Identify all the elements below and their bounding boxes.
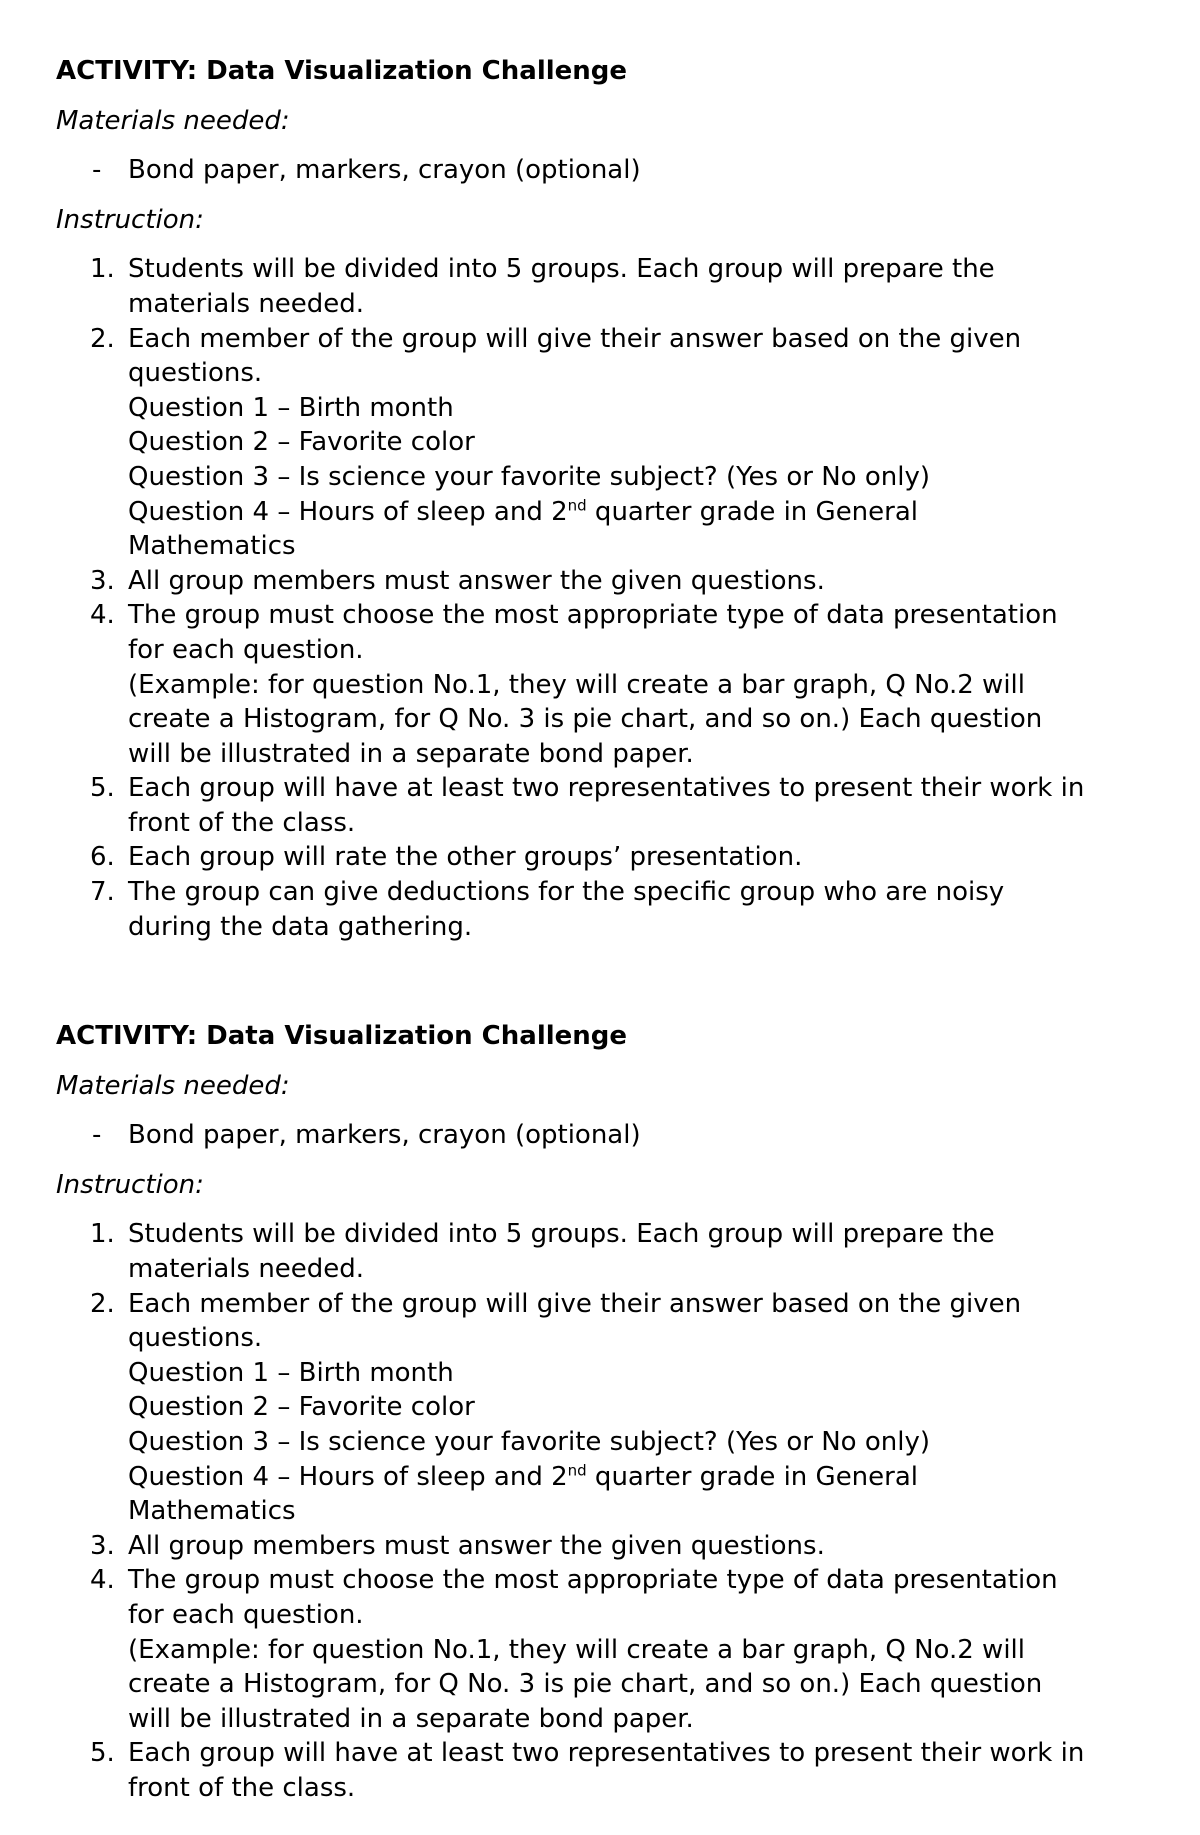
instruction-step-7 <box>56 875 1156 944</box>
activity-section-2 <box>56 1019 1156 1805</box>
step-number: 2. <box>90 323 115 354</box>
step-line: Students will be divided into 5 groups. Each group will prepare the <box>128 254 995 285</box>
step-line: The group must choose the most appropriate type of data presentation <box>128 600 1058 631</box>
step-line: create a Histogram, for Q No. 3 is pie chart, and so on.) Each question <box>128 1669 1043 1700</box>
materials-item <box>56 153 1156 188</box>
instruction-step-4 <box>56 598 1156 771</box>
materials-dash: - <box>92 155 102 186</box>
step-line: Each member of the group will give their answer based on the given <box>128 1288 1022 1319</box>
step-line: will be illustrated in a separate bond paper. <box>128 738 694 769</box>
step-number: 7. <box>90 877 115 908</box>
activity-section-1 <box>56 54 1156 944</box>
step-line: create a Histogram, for Q No. 3 is pie chart, and so on.) Each question <box>128 704 1043 735</box>
instruction-step-2 <box>56 1287 1156 1529</box>
question-4-text: Question 4 – Hours of sleep and 2 <box>128 496 568 527</box>
instruction-step-5 <box>56 1736 1156 1805</box>
step-line: Each group will rate the other groups’ presentation. <box>128 842 803 873</box>
step-line: for each question. <box>128 1599 364 1630</box>
activity-title: ACTIVITY: Data Visualization Challenge <box>56 1021 628 1051</box>
question-4-line-2: Mathematics <box>128 1496 296 1527</box>
question-3: Question 3 – Is science your favorite subject? (Yes or No only) <box>128 1426 930 1457</box>
step-line: Each group will have at least two representatives to present their work in <box>128 773 1085 804</box>
ordinal-superscript: nd <box>567 495 587 514</box>
question-1: Question 1 – Birth month <box>128 1357 454 1388</box>
step-line: materials needed. <box>128 1253 365 1284</box>
step-number: 4. <box>90 600 115 631</box>
materials-label: Materials needed: <box>56 1070 290 1101</box>
step-line: materials needed. <box>128 288 365 319</box>
question-4-line-2: Mathematics <box>128 531 296 562</box>
step-line: during the data gathering. <box>128 911 473 942</box>
activity-title: ACTIVITY: Data Visualization Challenge <box>56 56 628 86</box>
instruction-step-4 <box>56 1563 1156 1736</box>
step-number: 3. <box>90 565 115 596</box>
step-line: questions. <box>128 1323 263 1354</box>
ordinal-superscript: nd <box>567 1460 587 1479</box>
step-line: Students will be divided into 5 groups. Each group will prepare the <box>128 1219 995 1250</box>
question-2: Question 2 – Favorite color <box>128 1392 475 1423</box>
question-3: Question 3 – Is science your favorite subject? (Yes or No only) <box>128 461 930 492</box>
step-line: front of the class. <box>128 807 356 838</box>
instruction-step-1 <box>56 1217 1156 1286</box>
instruction-step-2 <box>56 322 1156 564</box>
step-number: 1. <box>90 1219 115 1250</box>
step-number: 4. <box>90 1565 115 1596</box>
question-4 <box>128 495 1156 530</box>
step-number: 5. <box>90 1738 115 1769</box>
instruction-step-3 <box>56 1529 1156 1564</box>
instruction-label: Instruction: <box>56 204 204 235</box>
materials-label: Materials needed: <box>56 105 290 136</box>
instruction-step-3 <box>56 564 1156 599</box>
instruction-step-5 <box>56 771 1156 840</box>
step-line: All group members must answer the given questions. <box>128 1530 825 1561</box>
question-1: Question 1 – Birth month <box>128 392 454 423</box>
question-4-text-cont: quarter grade in General <box>586 1461 919 1492</box>
question-4-text-cont: quarter grade in General <box>586 496 919 527</box>
step-line: Each member of the group will give their answer based on the given <box>128 323 1022 354</box>
materials-item <box>56 1118 1156 1153</box>
step-number: 6. <box>90 842 115 873</box>
step-line: will be illustrated in a separate bond paper. <box>128 1703 694 1734</box>
step-line: for each question. <box>128 634 364 665</box>
step-line: The group must choose the most appropriate type of data presentation <box>128 1565 1058 1596</box>
instruction-label: Instruction: <box>56 1169 204 1200</box>
materials-dash: - <box>92 1120 102 1151</box>
materials-text: Bond paper, markers, crayon (optional) <box>128 155 641 186</box>
step-number: 5. <box>90 773 115 804</box>
instruction-step-1 <box>56 252 1156 321</box>
step-number: 1. <box>90 254 115 285</box>
step-number: 2. <box>90 1288 115 1319</box>
step-line: questions. <box>128 358 263 389</box>
step-line: All group members must answer the given questions. <box>128 565 825 596</box>
instruction-list <box>56 1217 1156 1805</box>
step-number: 3. <box>90 1530 115 1561</box>
instruction-step-6 <box>56 840 1156 875</box>
step-line: The group can give deductions for the specific group who are noisy <box>128 877 1005 908</box>
step-line: Each group will have at least two representatives to present their work in <box>128 1738 1085 1769</box>
instruction-list <box>56 252 1156 944</box>
step-line: (Example: for question No.1, they will create a bar graph, Q No.2 will <box>128 1634 1025 1665</box>
question-2: Question 2 – Favorite color <box>128 427 475 458</box>
step-line: front of the class. <box>128 1772 356 1803</box>
step-line: (Example: for question No.1, they will create a bar graph, Q No.2 will <box>128 669 1025 700</box>
question-4-text: Question 4 – Hours of sleep and 2 <box>128 1461 568 1492</box>
materials-text: Bond paper, markers, crayon (optional) <box>128 1120 641 1151</box>
question-4 <box>128 1460 1156 1495</box>
